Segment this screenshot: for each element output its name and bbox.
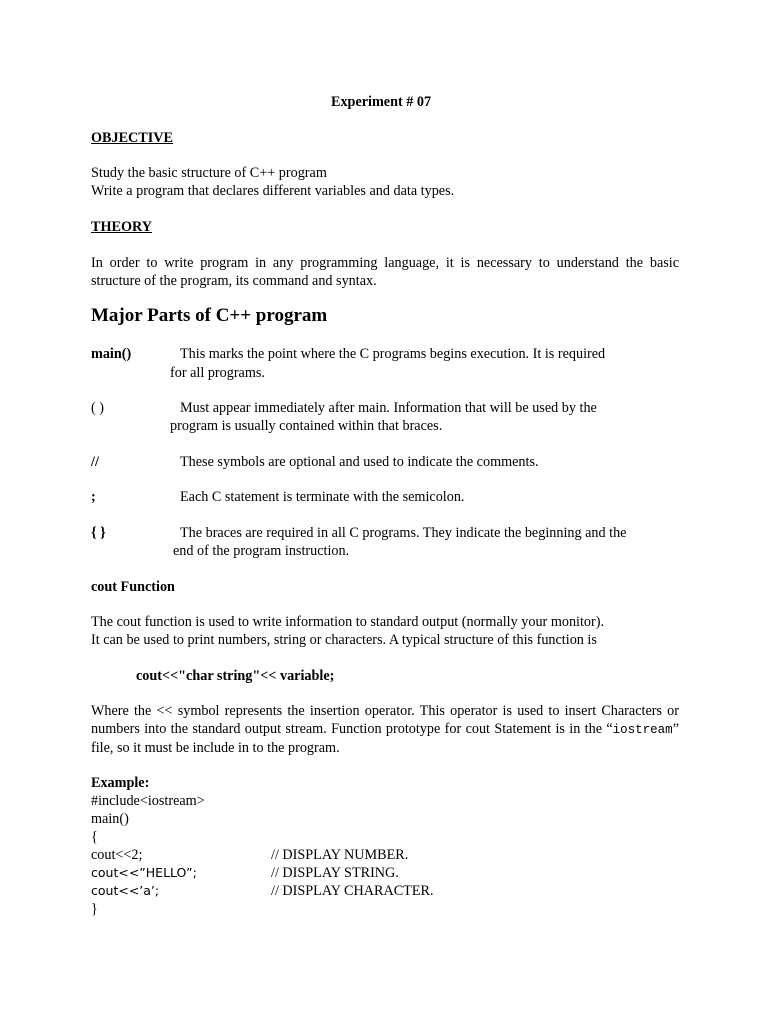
cout-explanation-tail: ” file, so it must be include in to the program. <box>91 721 679 756</box>
objective-heading: OBJECTIVE <box>91 130 173 146</box>
objective-line-2: Write a program that declares different variables and data types. <box>91 183 455 199</box>
part-desc-main-line2: for all programs. <box>170 365 265 381</box>
example-main: main() <box>91 811 129 827</box>
iostream-code: iostream <box>612 723 673 737</box>
part-term-parentheses: ( ) <box>91 400 104 416</box>
example-code-line-2: cout<<”HELLO”; <box>91 865 197 880</box>
theory-text: In order to write program in any programming language, it is necessary to understand the basic structure of the program, its command and syntax. <box>91 255 679 289</box>
theory-heading: THEORY <box>91 219 152 235</box>
part-term-braces: { } <box>91 525 106 541</box>
example-open-brace: { <box>91 829 98 845</box>
example-code-line-3: cout<<’a’; <box>91 883 160 898</box>
cout-explanation <box>91 702 679 757</box>
example-close-brace: } <box>91 901 98 917</box>
objective-line-1: Study the basic structure of C++ program <box>91 165 327 181</box>
cout-desc-line2: It can be used to print numbers, string or characters. A typical structure of this function is <box>91 632 597 648</box>
example-comment-line-3: // DISPLAY CHARACTER. <box>271 883 434 899</box>
example-include: #include<iostream> <box>91 793 205 809</box>
part-term-main: main() <box>91 346 132 362</box>
example-comment-line-2: // DISPLAY STRING. <box>271 865 399 881</box>
part-desc-comment: These symbols are optional and used to indicate the comments. <box>180 454 539 470</box>
part-desc-semicolon: Each C statement is terminate with the semicolon. <box>180 489 465 505</box>
cout-desc-line1: The cout function is used to write information to standard output (normally your monitor). <box>91 614 605 630</box>
part-desc-main-line1: This marks the point where the C programs begins execution. It is required <box>180 346 606 362</box>
example-heading: Example: <box>91 775 150 791</box>
part-desc-braces-line2: end of the program instruction. <box>173 543 350 559</box>
cout-syntax: cout<<"char string"<< variable; <box>136 668 335 684</box>
part-term-comment: // <box>91 454 99 470</box>
cout-heading: cout Function <box>91 579 175 595</box>
part-desc-parentheses-line1: Must appear immediately after main. Information that will be used by the <box>180 400 597 416</box>
part-desc-braces-line1: The braces are required in all C programs. They indicate the beginning and the <box>180 525 627 541</box>
example-code-line-1: cout<<2; <box>91 847 143 863</box>
page-title: Experiment # 07 <box>331 94 432 110</box>
example-comment-line-1: // DISPLAY NUMBER. <box>271 847 409 863</box>
part-term-semicolon: ; <box>91 489 96 505</box>
part-desc-parentheses-line2: program is usually contained within that braces. <box>170 418 443 434</box>
cout-explanation-text: Where the << symbol represents the insertion operator. This operator is used to insert Characters or numbers into the standard output stream. Function prototype for cout Statement is in the “ <box>91 703 679 737</box>
major-parts-heading: Major Parts of C++ program <box>91 305 328 326</box>
